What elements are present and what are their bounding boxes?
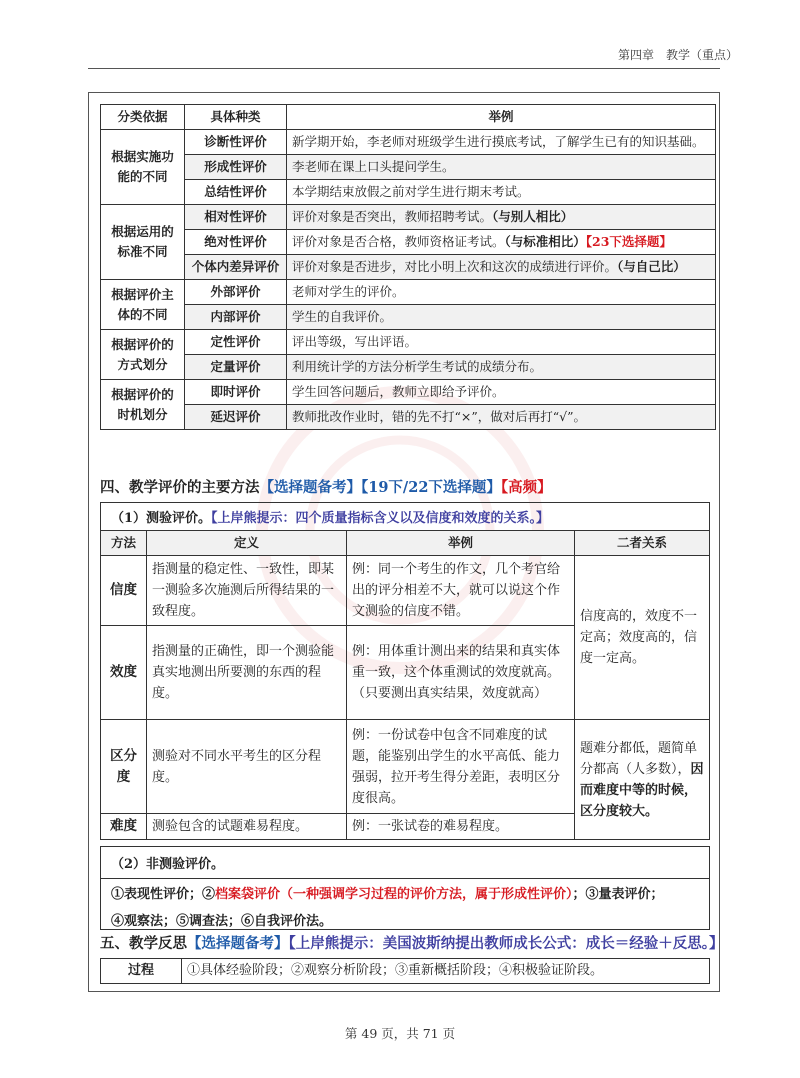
section-tag: 【19下/22下选择题】 bbox=[361, 479, 501, 496]
relation-cell bbox=[575, 720, 710, 840]
table-row bbox=[101, 720, 710, 814]
kind-cell: 形成性评价 bbox=[185, 155, 287, 180]
nonmeasure-line-2: ④观察法；⑤调查法；⑥自我评价法。 bbox=[111, 914, 333, 929]
page-footer: 第 49 页，共 71 页 bbox=[344, 1026, 456, 1041]
relation-cell: 信度高的，效度不一定高；效度高的，信度一定高。 bbox=[575, 556, 710, 720]
table-header-row bbox=[101, 531, 710, 556]
kind-cell: 诊断性评价 bbox=[185, 130, 287, 155]
section-tag: 【选择题备考】 bbox=[259, 479, 361, 496]
example-note: （与自己比） bbox=[617, 259, 686, 274]
nonmeasure-line-1 bbox=[101, 879, 709, 906]
measure-label: （1）测验评价。 bbox=[111, 511, 212, 526]
table-row bbox=[101, 556, 710, 626]
kind-cell: 外部评价 bbox=[185, 280, 287, 305]
section-hint: 【上岸熊提示：美国波斯纳提出教师成长公式：成长＝经验＋反思。】 bbox=[288, 935, 724, 952]
example-cell bbox=[287, 230, 716, 255]
basis-cell: 根据评价的方式划分 bbox=[101, 330, 185, 380]
table-row bbox=[101, 255, 716, 280]
method-cell: 效度 bbox=[101, 626, 147, 720]
table-row bbox=[101, 155, 716, 180]
kind-cell: 即时评价 bbox=[185, 380, 287, 405]
kind-cell: 个体内差异评价 bbox=[185, 255, 287, 280]
page-header: 第四章 教学（重点） bbox=[617, 48, 738, 62]
col-header: 具体种类 bbox=[185, 105, 287, 130]
example-note: （与别人相比） bbox=[492, 209, 574, 224]
nonmeasure-box bbox=[100, 846, 710, 930]
section-title-text: 五、教学反思 bbox=[100, 935, 187, 952]
example-cell: 利用统计学的方法分析学生考试的成绩分布。 bbox=[287, 355, 716, 380]
section-title-text: 四、教学评价的主要方法 bbox=[100, 479, 260, 496]
process-label: 过程 bbox=[101, 959, 182, 984]
kind-cell: 内部评价 bbox=[185, 305, 287, 330]
basis-cell: 根据评价主体的不同 bbox=[101, 280, 185, 330]
definition-cell: 指测量的正确性，即一个测验能真实地测出所要测的东西的程度。 bbox=[147, 626, 347, 720]
table-row bbox=[101, 305, 716, 330]
example-cell bbox=[287, 255, 716, 280]
example-text: 评价对象是否突出，教师招聘考试。 bbox=[292, 209, 493, 224]
example-cell: 学生回答问题后，教师立即给予评价。 bbox=[287, 380, 716, 405]
kind-cell: 相对性评价 bbox=[185, 205, 287, 230]
table-row bbox=[101, 355, 716, 380]
definition-cell: 测验包含的试题难易程度。 bbox=[147, 814, 347, 840]
col-header: 方法 bbox=[101, 531, 147, 556]
basis-cell: 根据评价的时机划分 bbox=[101, 380, 185, 430]
method-cell: 区分度 bbox=[101, 720, 147, 814]
table-row bbox=[101, 130, 716, 155]
kind-cell: 延迟评价 bbox=[185, 405, 287, 430]
example-cell: 教师批改作业时，错的先不打“×”，做对后再打“√”。 bbox=[287, 405, 716, 430]
section-tag: 【选择题备考】 bbox=[187, 935, 289, 952]
exam-tag: 【23下选择题】 bbox=[585, 234, 672, 249]
example-cell: 例：一份试卷中包含不同难度的试题，能鉴别出学生的水平高低、能力强弱，拉开考生得分差距，表明区分度很高。 bbox=[347, 720, 575, 814]
measure-hint: 【上岸熊提示：四个质量指标含义以及信度和效度的关系。】 bbox=[211, 511, 550, 526]
relation-text: 题难分都低，题简单分都高（人多数）， bbox=[580, 740, 698, 777]
kind-cell: 定性评价 bbox=[185, 330, 287, 355]
section-4-title bbox=[100, 476, 552, 497]
example-note: （只要测出真实结果，效度就高） bbox=[352, 686, 548, 701]
col-header: 二者关系 bbox=[575, 531, 710, 556]
table-row bbox=[101, 405, 716, 430]
definition-cell: 指测量的稳定性、一致性，即某一测验多次施测后所得结果的一致程度。 bbox=[147, 556, 347, 626]
example-cell: 例：同一个考生的作文，几个考官给出的评分相差不大，就可以说这个作文测验的信度不错。 bbox=[347, 556, 575, 626]
section-5-title bbox=[100, 932, 724, 953]
header-divider bbox=[88, 68, 720, 69]
example-text: 例：用体重计测出来的结果和真实体重一致，这个体重测试的效度就高。 bbox=[352, 644, 561, 680]
definition-cell: 测验对不同水平考生的区分程度。 bbox=[147, 720, 347, 814]
example-text: 评价对象是否合格，教师资格证考试。 bbox=[292, 234, 505, 249]
example-cell bbox=[347, 626, 575, 720]
kind-cell: 总结性评价 bbox=[185, 180, 287, 205]
col-header: 分类依据 bbox=[101, 105, 185, 130]
table-row bbox=[101, 180, 716, 205]
basis-cell: 根据实施功能的不同 bbox=[101, 130, 185, 205]
kind-cell: 定量评价 bbox=[185, 355, 287, 380]
evaluation-type-table bbox=[100, 104, 716, 430]
kind-cell: 绝对性评价 bbox=[185, 230, 287, 255]
section-tag: 【高频】 bbox=[500, 479, 552, 496]
measure-heading bbox=[101, 503, 709, 530]
table-row bbox=[101, 205, 716, 230]
table-header-row bbox=[101, 105, 716, 130]
method-cell: 难度 bbox=[101, 814, 147, 840]
example-text: 评价对象是否进步，对比小明上次和这次的成绩进行评价。 bbox=[292, 259, 618, 274]
example-note: （与标准相比） bbox=[504, 234, 586, 249]
example-cell: 本学期结束放假之前对学生进行期末考试。 bbox=[287, 180, 716, 205]
relation-bold: 因而难度中等的时候，区分度较大。 bbox=[580, 761, 704, 819]
reflection-process-table bbox=[100, 958, 710, 984]
measure-box bbox=[100, 502, 710, 530]
measurement-table bbox=[100, 530, 710, 840]
example-cell bbox=[287, 205, 716, 230]
table-row bbox=[101, 330, 716, 355]
table-row bbox=[101, 280, 716, 305]
method-cell: 信度 bbox=[101, 556, 147, 626]
example-cell: 例：一张试卷的难易程度。 bbox=[347, 814, 575, 840]
table-row bbox=[101, 380, 716, 405]
table-row bbox=[101, 959, 710, 984]
example-cell: 新学期开始，李老师对班级学生进行摸底考试，了解学生已有的知识基础。 bbox=[287, 130, 716, 155]
nonmeasure-label: （2）非测验评价。 bbox=[111, 857, 225, 872]
table-row bbox=[101, 230, 716, 255]
example-cell: 评出等级，写出评语。 bbox=[287, 330, 716, 355]
col-header: 举例 bbox=[287, 105, 716, 130]
example-cell: 老师对学生的评价。 bbox=[287, 280, 716, 305]
nonmeasure-highlight: 档案袋评价（一种强调学习过程的评价方法，属于形成性评价） bbox=[215, 887, 573, 902]
example-cell: 李老师在课上口头提问学生。 bbox=[287, 155, 716, 180]
col-header: 定义 bbox=[147, 531, 347, 556]
nonmeasure-text: ；③量表评价； bbox=[572, 887, 664, 902]
col-header: 举例 bbox=[347, 531, 575, 556]
process-text: ①具体经验阶段；②观察分析阶段；③重新概括阶段；④积极验证阶段。 bbox=[182, 959, 710, 984]
example-cell: 学生的自我评价。 bbox=[287, 305, 716, 330]
nonmeasure-text: ①表现性评价；② bbox=[111, 887, 216, 902]
basis-cell: 根据运用的标准不同 bbox=[101, 205, 185, 280]
